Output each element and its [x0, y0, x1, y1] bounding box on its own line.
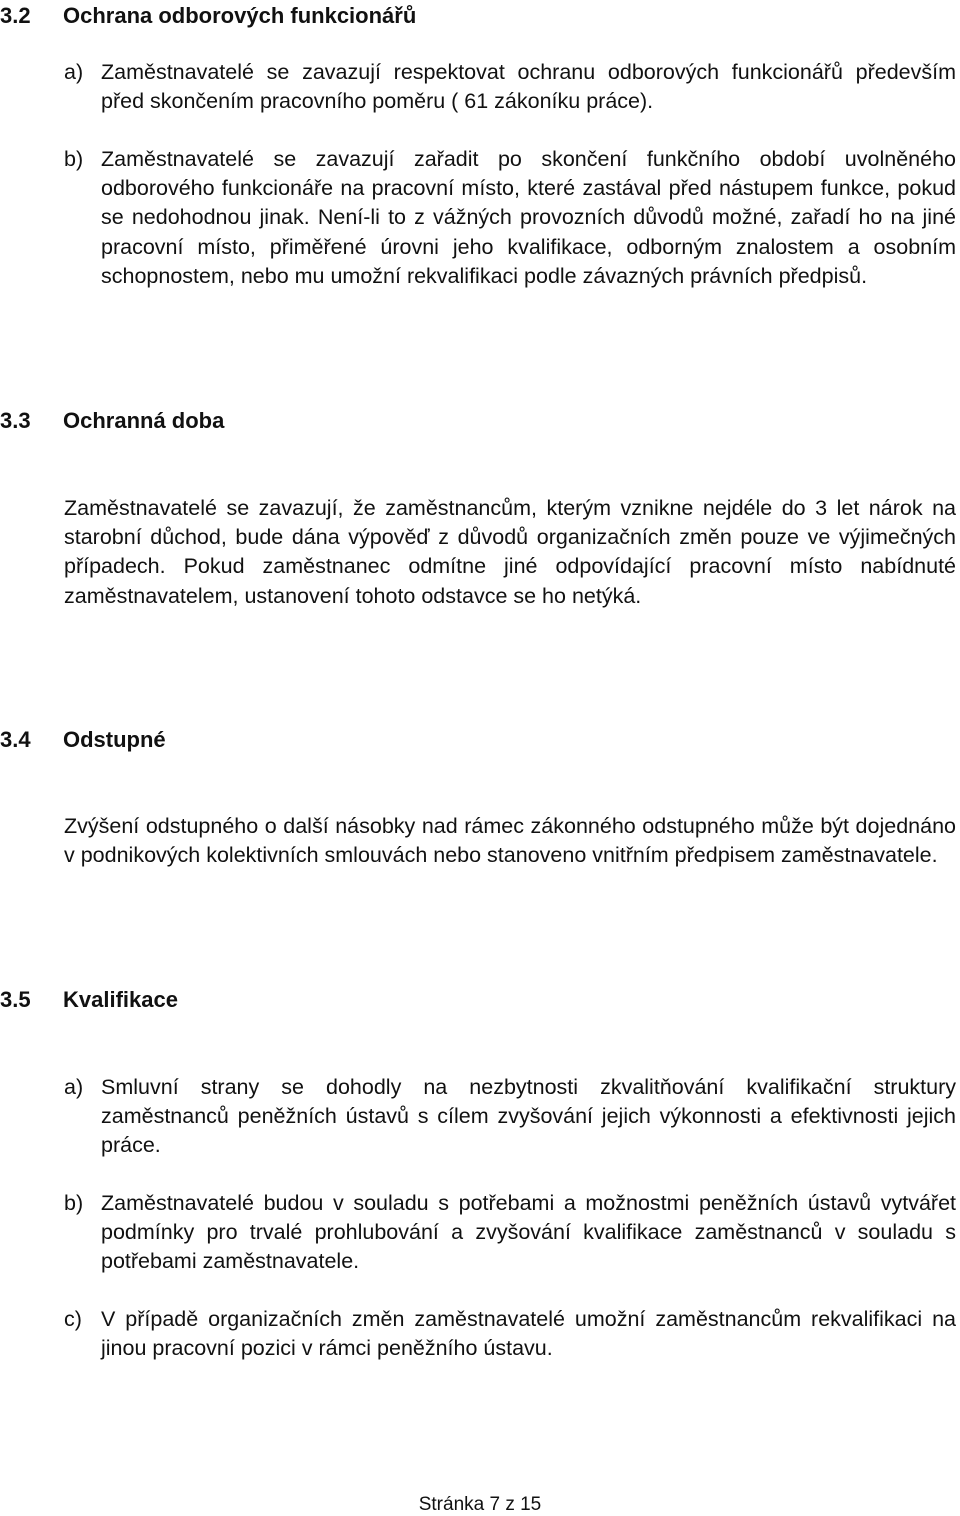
page-number-footer: Stránka 7 z 15 — [418, 1494, 542, 1515]
section-number: 3.5 — [0, 987, 31, 1012]
section-number: 3.3 — [0, 408, 31, 433]
list-item-text: Zaměstnavatelé se zavazují respektovat ochranu odborových funkcionářů především před skončením pracovního poměru ( 61 zákoníku práce). — [101, 60, 956, 114]
section-title: Ochrana odborových funkcionářů — [63, 3, 417, 28]
section-paragraph: Zaměstnavatelé se zavazují, že zaměstnancům, kterým vznikne nejdéle do 3 let nárok na starobní důchod, bude dána výpověď z důvodů organizačních změn pouze ve výjimečných případech. Pokud zaměstnanec odmítne jiné odpovídající pracovní místo nabídnuté zaměstnavatelem, ustanovení tohoto odstavce se ho netýká. — [64, 496, 956, 608]
list-marker: c) — [64, 1307, 82, 1331]
list-marker: a) — [64, 60, 84, 84]
list-marker: a) — [64, 1075, 84, 1099]
section-title: Odstupné — [63, 727, 166, 752]
list-item-text: Zaměstnavatelé se zavazují zařadit po skončení funkčního období uvolněného odborového funkcionáře na pracovní místo, které zastával před nástupem funkce, pokud se nedohodnou jinak. Není-li to z vážných provozních důvodů možné, zařadí ho na jiné pracovní místo, přiměřené úrovni jeho kvalifikace, odborným znalostem a osobním schopnostem, nebo mu umožní rekvalifikaci podle závazných právních předpisů. — [101, 147, 956, 288]
section-heading-3-2 — [0, 1, 416, 30]
section-heading-3-5 — [0, 985, 178, 1014]
section-title: Ochranná doba — [63, 408, 225, 433]
section-heading-3-3 — [0, 406, 224, 435]
section-paragraph: Zvýšení odstupného o další násobky nad rámec zákonného odstupného může být dojednáno v podnikových kolektivních smlouvách nebo stanoveno vnitřním předpisem zaměstnavatele. — [64, 814, 956, 868]
list-marker: b) — [64, 147, 84, 171]
section-heading-3-4 — [0, 725, 166, 754]
list-item-text: Smluvní strany se dohodly na nezbytnosti zkvalitňování kvalifikační struktury zaměstnanců peněžních ústavů s cílem zvyšování jejich výkonnosti a efektivnosti jejich práce. — [101, 1075, 956, 1158]
section-title: Kvalifikace — [63, 987, 178, 1012]
list-item-text: V případě organizačních změn zaměstnavatelé umožní zaměstnancům rekvalifikaci na jinou pracovní pozici v rámci peněžního ústavu. — [101, 1307, 956, 1361]
list-item-text: Zaměstnavatelé budou v souladu s potřebami a možnostmi peněžních ústavů vytvářet podmínky pro trvalé prohlubování a zvyšování kvalifikace zaměstnanců v souladu s potřebami zaměstnavatele. — [101, 1191, 956, 1274]
list-marker: b) — [64, 1191, 84, 1215]
section-number: 3.4 — [0, 727, 31, 752]
section-number: 3.2 — [0, 3, 31, 28]
